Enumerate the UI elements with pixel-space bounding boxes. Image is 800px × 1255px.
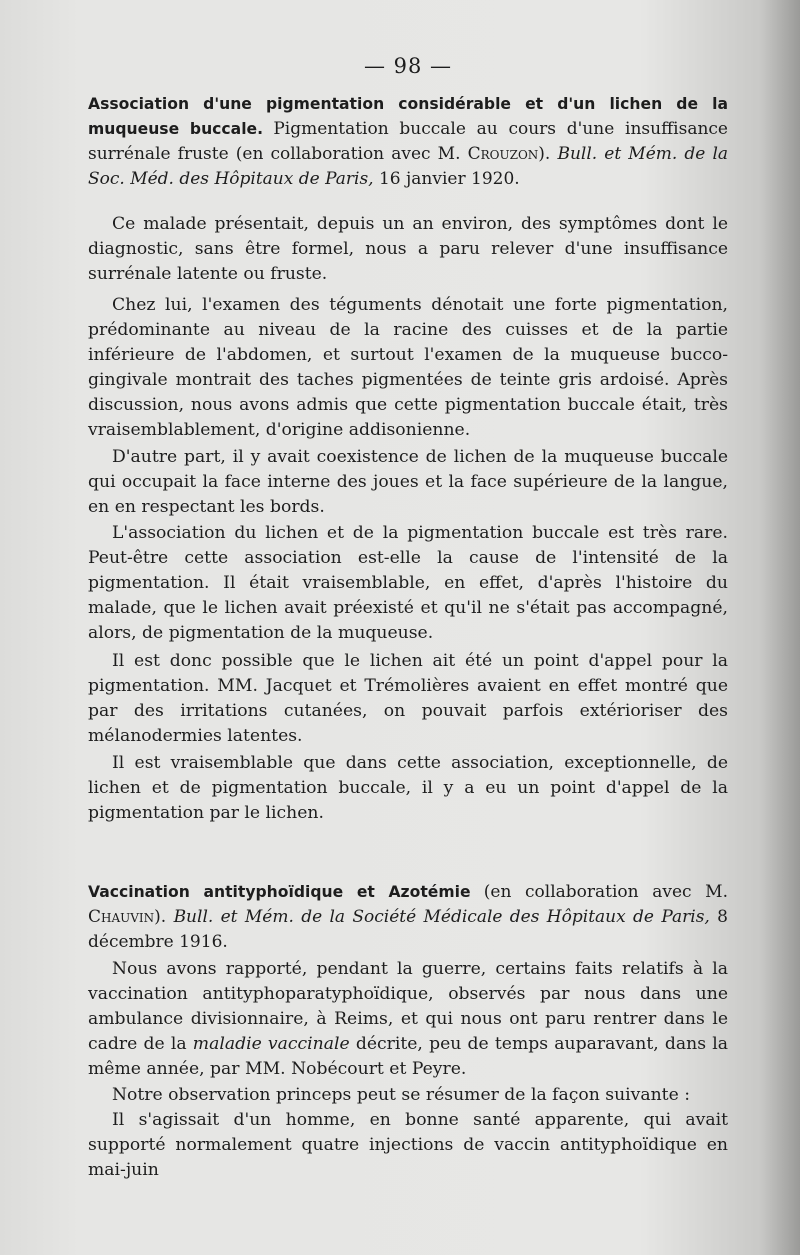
entry-title: Association d'une pigmentation considérable et d'un lichen de la muqueuse buccale. <box>88 95 728 138</box>
paragraph <box>88 957 728 1082</box>
collaborator-name: Chauvin <box>88 907 155 927</box>
entry-title: Vaccination antityphoïdique et Azotémie <box>88 883 471 901</box>
paragraph-text: Nous avons rapporté, pendant la guerre, certains faits relatifs à la vaccination antityphoparatyphoïdique, observés par nous dans une ambulance divisionnaire, à Reims, et qui nous ont paru rentrer dans le cadre de la <box>88 959 728 1054</box>
source-date: 16 janvier 1920. <box>378 169 520 189</box>
collaborator-close: ). <box>154 907 167 927</box>
paragraph: Il est vraisemblable que dans cette association, exceptionnelle, de lichen et de pigmentation buccale, il y a eu un point d'appel de la pigmentation par le lichen. <box>88 753 728 823</box>
entry-heading-2 <box>88 880 728 955</box>
source-journal: Bull. et Mém. de la Soc. Méd. des Hôpitaux de Paris, <box>88 144 729 189</box>
paragraph-text: décrite, peu de temps auparavant, dans la même année, par MM. Nobécourt et Peyre. <box>88 1034 729 1079</box>
paragraph: Il s'agissait d'un homme, en bonne santé apparente, qui avait supporté normalement quatre injections de vaccin antityphoïdique en mai-juin <box>88 1110 728 1180</box>
description-text: Pigmentation buccale au cours d'une insuffisance surrénale fruste (en collaboration avec M. <box>88 119 728 164</box>
source-journal: Bull. et Mém. de la Société Médicale des Hôpitaux de Paris, <box>173 907 710 927</box>
paragraph: Il est donc possible que le lichen ait été un point d'appel pour la pigmentation. MM. Jacquet et Trémolières avaient en effet montré que par des irritations cutanées, on pouvait parfois extérioriser des mélanodermies latentes. <box>88 651 728 746</box>
source-date: 8 décembre 1916. <box>88 907 728 952</box>
paragraph: Chez lui, l'examen des téguments dénotait une forte pigmentation, prédominante au niveau de la racine des cuisses et de la partie inférieure de l'abdomen, et surtout l'examen de la muqueuse bucco-gingivale montrait des taches pigmentées de teinte gris ardoisé. Après discussion, nous avons admis que cette pigmentation buccale était, très vraisemblablement, d'origine addisonienne. <box>88 295 728 440</box>
entry-heading-1 <box>88 92 728 192</box>
paragraph: D'autre part, il y avait coexistence de lichen de la muqueuse buccale qui occupait la face interne des joues et la face supérieure de la langue, en en respectant les bords. <box>88 447 728 517</box>
collaborator-name: Crouzon <box>467 144 539 164</box>
paragraph: Ce malade présentait, depuis un an environ, des symptômes dont le diagnostic, sans être formel, nous a paru relever d'une insuffisance surrénale latente ou fruste. <box>88 214 728 284</box>
paragraph: L'association du lichen et de la pigmentation buccale est très rare. Peut-être cette association est-elle la cause de l'intensité de la pigmentation. Il était vraisemblable, en effet, d'après l'histoire du malade, que le lichen avait préexisté et qu'il ne s'était pas accompagné, alors, de pigmentation de la muqueuse. <box>88 523 728 643</box>
paragraph: Notre observation princeps peut se résumer de la façon suivante : <box>112 1085 691 1105</box>
description-text: (en collaboration avec M. <box>483 882 728 902</box>
italic-term: maladie vaccinale <box>192 1034 350 1054</box>
page-number: — 98 — <box>363 54 453 78</box>
collaborator-close: ). <box>538 144 551 164</box>
